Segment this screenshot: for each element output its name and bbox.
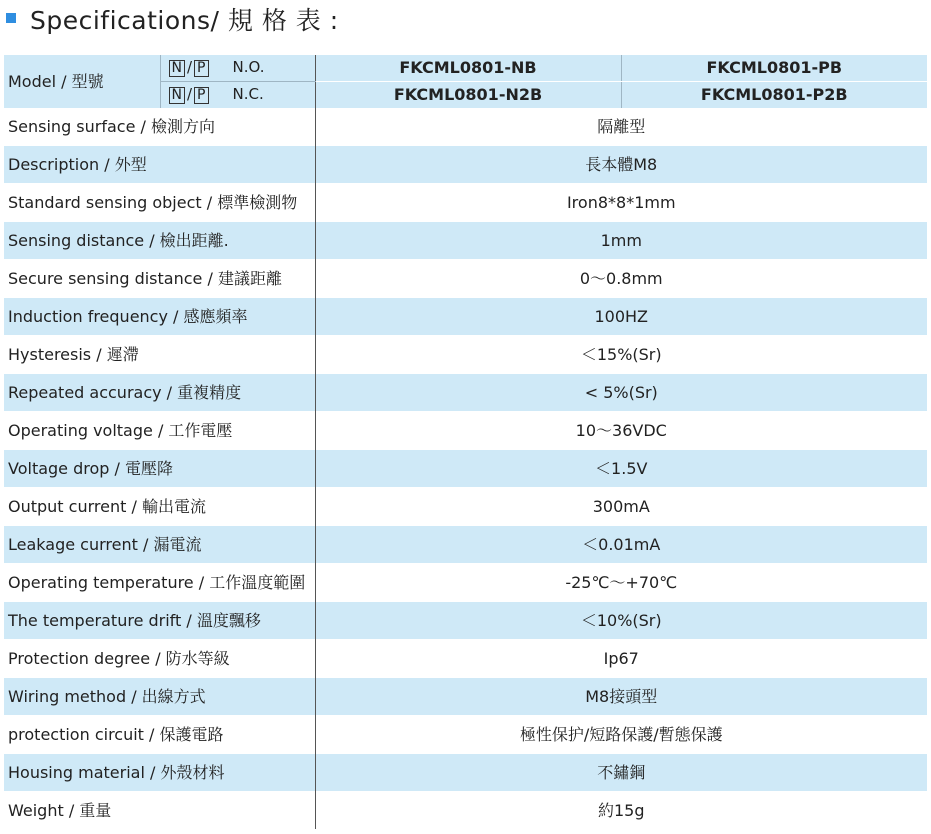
spec-row bbox=[4, 222, 927, 260]
spec-row bbox=[4, 450, 927, 488]
model-header-row bbox=[4, 55, 927, 82]
spec-row bbox=[4, 602, 927, 640]
spec-row bbox=[4, 146, 927, 184]
output-type-nc: N / P N.C. bbox=[160, 82, 315, 109]
spec-label: Sensing surface / 檢測方向 bbox=[4, 108, 315, 146]
spec-label: Voltage drop / 電壓降 bbox=[4, 450, 315, 488]
spec-label: Repeated accuracy / 重複精度 bbox=[4, 374, 315, 412]
spec-label: Wiring method / 出線方式 bbox=[4, 678, 315, 716]
output-type-no: N / P N.O. bbox=[160, 55, 315, 82]
spec-value: -25℃～+70℃ bbox=[315, 564, 927, 602]
spec-value: 約15g bbox=[315, 792, 927, 830]
bullet-square-icon bbox=[6, 13, 16, 23]
spec-value: 長本體M8 bbox=[315, 146, 927, 184]
section-heading bbox=[0, 0, 931, 40]
part-number: FKCML0801-PB bbox=[621, 55, 927, 82]
spec-value: ＜1.5V bbox=[315, 450, 927, 488]
spec-row bbox=[4, 374, 927, 412]
spec-label: Induction frequency / 感應頻率 bbox=[4, 298, 315, 336]
part-number: FKCML0801-N2B bbox=[315, 82, 621, 109]
spec-label: Protection degree / 防水等級 bbox=[4, 640, 315, 678]
spec-row bbox=[4, 412, 927, 450]
spec-value: M8接頭型 bbox=[315, 678, 927, 716]
model-label: Model / 型號 bbox=[4, 55, 160, 108]
spec-row bbox=[4, 260, 927, 298]
spec-value: Iron8*8*1mm bbox=[315, 184, 927, 222]
spec-row bbox=[4, 716, 927, 754]
spec-value: ＜10%(Sr) bbox=[315, 602, 927, 640]
spec-value: 300mA bbox=[315, 488, 927, 526]
spec-label: Standard sensing object / 標準檢測物 bbox=[4, 184, 315, 222]
contact-type: N.C. bbox=[232, 85, 264, 103]
npn-box: N bbox=[169, 60, 185, 77]
spec-label: Housing material / 外殼材料 bbox=[4, 754, 315, 792]
spec-value: < 5%(Sr) bbox=[315, 374, 927, 412]
spec-value: ＜15%(Sr) bbox=[315, 336, 927, 374]
spec-value: 極性保护/短路保護/暫態保護 bbox=[315, 716, 927, 754]
spec-label: Output current / 輸出電流 bbox=[4, 488, 315, 526]
spec-table bbox=[4, 55, 927, 829]
pnp-box: P bbox=[194, 87, 208, 104]
spec-value: 0～0.8mm bbox=[315, 260, 927, 298]
spec-label: Description / 外型 bbox=[4, 146, 315, 184]
spec-label: Secure sensing distance / 建議距離 bbox=[4, 260, 315, 298]
spec-row bbox=[4, 754, 927, 792]
spec-row bbox=[4, 488, 927, 526]
page-title: Specifications/ 規 格 表 : bbox=[30, 6, 339, 35]
spec-row bbox=[4, 184, 927, 222]
spec-row bbox=[4, 792, 927, 830]
spec-row bbox=[4, 298, 927, 336]
spec-value: 隔離型 bbox=[315, 108, 927, 146]
spec-row bbox=[4, 678, 927, 716]
spec-label: Operating voltage / 工作電壓 bbox=[4, 412, 315, 450]
npn-box: N bbox=[169, 87, 185, 104]
contact-type: N.O. bbox=[232, 58, 265, 76]
spec-label: Weight / 重量 bbox=[4, 792, 315, 830]
spec-value: 100HZ bbox=[315, 298, 927, 336]
spec-value: 1mm bbox=[315, 222, 927, 260]
spec-value: 不鏽鋼 bbox=[315, 754, 927, 792]
spec-label: protection circuit / 保護電路 bbox=[4, 716, 315, 754]
spec-label: Operating temperature / 工作溫度範圍 bbox=[4, 564, 315, 602]
spec-label: Leakage current / 漏電流 bbox=[4, 526, 315, 564]
spec-row bbox=[4, 526, 927, 564]
spec-row bbox=[4, 108, 927, 146]
spec-value: ＜0.01mA bbox=[315, 526, 927, 564]
spec-row bbox=[4, 564, 927, 602]
spec-row bbox=[4, 640, 927, 678]
part-number: FKCML0801-NB bbox=[315, 55, 621, 82]
spec-value: Ip67 bbox=[315, 640, 927, 678]
part-number: FKCML0801-P2B bbox=[621, 82, 927, 109]
pnp-box: P bbox=[194, 60, 208, 77]
spec-table-body bbox=[4, 55, 927, 108]
spec-label: The temperature drift / 溫度飄移 bbox=[4, 602, 315, 640]
spec-value: 10～36VDC bbox=[315, 412, 927, 450]
spec-rows bbox=[4, 108, 927, 829]
spec-label: Hysteresis / 遲滯 bbox=[4, 336, 315, 374]
spec-label: Sensing distance / 檢出距離. bbox=[4, 222, 315, 260]
spec-row bbox=[4, 336, 927, 374]
